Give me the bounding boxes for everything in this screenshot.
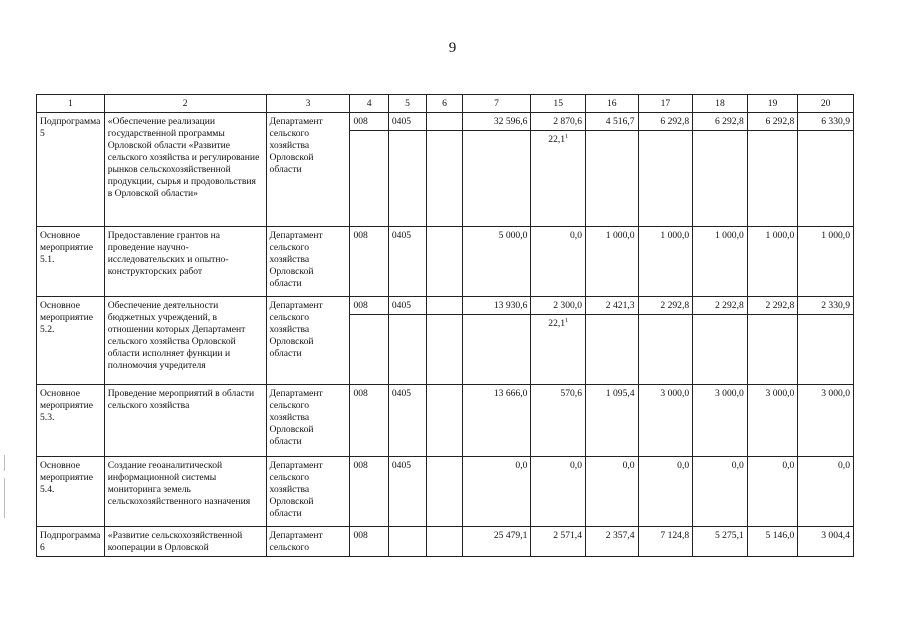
row-code-6 (427, 457, 462, 527)
table-row (37, 385, 854, 457)
row-value: 0,0 (462, 457, 531, 527)
row-extra-value (531, 131, 586, 227)
row-executor: Департамент сельского хозяйства Орловской области (266, 457, 350, 527)
row-code-5: 0405 (388, 113, 426, 131)
table-row (37, 527, 854, 557)
column-header: 4 (350, 95, 388, 113)
row-code-5: 0405 (388, 385, 426, 457)
row-name: Основное мероприятие 5.3. (37, 385, 105, 457)
row-code-4-extra (350, 315, 388, 385)
row-value: 2 870,6 (531, 113, 586, 131)
row-executor: Департамент сельского хозяйства Орловской области (266, 227, 350, 297)
column-header: 20 (798, 95, 854, 113)
footnote-mark: 1 (565, 133, 569, 140)
row-value: 13 930,6 (462, 297, 531, 315)
row-code-5 (388, 527, 426, 557)
row-executor: Департамент сельского хозяйства Орловской области (266, 385, 350, 457)
column-header: 17 (638, 95, 693, 113)
row-value: 2 292,8 (693, 297, 748, 315)
row-code-4: 008 (350, 227, 388, 297)
row-value: 0,0 (747, 457, 798, 527)
row-value: 1 000,0 (798, 227, 854, 297)
column-header: 5 (388, 95, 426, 113)
table-body (37, 95, 854, 557)
row-value: 1 000,0 (586, 227, 639, 297)
row-value: 6 292,8 (693, 113, 748, 131)
row-value-extra (747, 315, 798, 385)
row-value-extra (638, 315, 693, 385)
row-executor: Департамент сельского хозяйства Орловской области (266, 297, 350, 385)
row-value: 2 421,3 (586, 297, 639, 315)
row-code-6 (427, 385, 462, 457)
row-code-4-extra (350, 131, 388, 227)
column-header: 15 (531, 95, 586, 113)
table-row (37, 297, 854, 315)
row-value: 2 357,4 (586, 527, 639, 557)
column-header: 7 (462, 95, 531, 113)
extra-value: 22,1 (548, 134, 566, 145)
row-value: 3 004,4 (798, 527, 854, 557)
row-value: 0,0 (693, 457, 748, 527)
row-value-extra (693, 315, 748, 385)
row-value: 3 000,0 (798, 385, 854, 457)
page-number: 9 (448, 40, 457, 56)
row-value-extra (798, 315, 854, 385)
row-value: 2 300,0 (531, 297, 586, 315)
row-value: 5 146,0 (747, 527, 798, 557)
row-code-6-extra (427, 131, 462, 227)
column-header: 2 (104, 95, 266, 113)
row-value: 13 666,0 (462, 385, 531, 457)
row-code-4: 008 (350, 457, 388, 527)
row-value: 0,0 (638, 457, 693, 527)
row-code-6 (427, 227, 462, 297)
row-name: Основное мероприятие 5.4. (37, 457, 105, 527)
row-value: 1 095,4 (586, 385, 639, 457)
table-header-row (37, 95, 854, 113)
row-value-extra (798, 131, 854, 227)
row-value: 1 000,0 (638, 227, 693, 297)
budget-table (36, 94, 854, 557)
row-code-6 (427, 297, 462, 315)
footnote-mark: 1 (565, 317, 569, 324)
row-value: 3 000,0 (693, 385, 748, 457)
row-value: 5 000,0 (462, 227, 531, 297)
row-name: Подпрограмма 5 (37, 113, 105, 227)
row-description: Проведение мероприятий в области сельского хозяйства (104, 385, 266, 457)
row-code-6-extra (427, 315, 462, 385)
column-header: 1 (37, 95, 105, 113)
row-value: 2 292,8 (747, 297, 798, 315)
row-value: 0,0 (798, 457, 854, 527)
row-code-6 (427, 527, 462, 557)
row-extra-value (531, 315, 586, 385)
row-code-4: 008 (350, 385, 388, 457)
row-value: 0,0 (531, 457, 586, 527)
row-value: 0,0 (586, 457, 639, 527)
row-code-5-extra (388, 131, 426, 227)
row-code-6 (427, 113, 462, 131)
row-description: Предоставление грантов на проведение научно-исследовательских и опытно-конструкторских работ (104, 227, 266, 297)
scan-artifact (4, 455, 5, 471)
row-name: Основное мероприятие 5.2. (37, 297, 105, 385)
row-value: 0,0 (531, 227, 586, 297)
row-description: «Обеспечение реализации государственной программы Орловской области «Развитие сельского хозяйства и регулирование рынков сельскохозяйственной продукции, сырья и продовольствия в Орловской области» (104, 113, 266, 227)
column-header: 18 (693, 95, 748, 113)
row-code-4: 008 (350, 527, 388, 557)
row-code-5: 0405 (388, 297, 426, 315)
row-value: 32 596,6 (462, 113, 531, 131)
row-value: 1 000,0 (747, 227, 798, 297)
row-value: 7 124,8 (638, 527, 693, 557)
row-value: 6 330,9 (798, 113, 854, 131)
row-value: 3 000,0 (638, 385, 693, 457)
row-executor: Департамент сельского (266, 527, 350, 557)
table-row (37, 457, 854, 527)
row-value-extra (693, 131, 748, 227)
row-value: 5 275,1 (693, 527, 748, 557)
row-description: «Развитие сельскохозяйственной кооперации в Орловской (104, 527, 266, 557)
row-code-5-extra (388, 315, 426, 385)
extra-value: 22,1 (548, 318, 566, 329)
row-value-extra (638, 131, 693, 227)
row-description: Создание геоаналитической информационной системы мониторинга земель сельскохозяйственного назначения (104, 457, 266, 527)
column-header: 6 (427, 95, 462, 113)
row-value-extra (586, 131, 639, 227)
table-row (37, 113, 854, 131)
row-value-extra (586, 315, 639, 385)
row-name: Подпрограмма 6 (37, 527, 105, 557)
column-header: 19 (747, 95, 798, 113)
row-code-5: 0405 (388, 457, 426, 527)
row-value: 6 292,8 (638, 113, 693, 131)
row-code-4: 008 (350, 297, 388, 315)
row-value-extra (462, 315, 531, 385)
row-value-extra (747, 131, 798, 227)
row-executor: Департамент сельского хозяйства Орловской области (266, 113, 350, 227)
row-value: 2 292,8 (638, 297, 693, 315)
row-value: 25 479,1 (462, 527, 531, 557)
row-value: 4 516,7 (586, 113, 639, 131)
row-value: 2 330,9 (798, 297, 854, 315)
row-name: Основное мероприятие 5.1. (37, 227, 105, 297)
row-value: 2 571,4 (531, 527, 586, 557)
row-value: 1 000,0 (693, 227, 748, 297)
row-value: 6 292,8 (747, 113, 798, 131)
row-value: 3 000,0 (747, 385, 798, 457)
column-header: 16 (586, 95, 639, 113)
row-value-extra (462, 131, 531, 227)
row-description: Обеспечение деятельности бюджетных учреждений, в отношении которых Департамент сельского хозяйства Орловской области исполняет функции и полномочия учредителя (104, 297, 266, 385)
table-row (37, 227, 854, 297)
row-code-5: 0405 (388, 227, 426, 297)
scan-artifact (4, 478, 5, 518)
row-code-4: 008 (350, 113, 388, 131)
column-header: 3 (266, 95, 350, 113)
row-value: 570,6 (531, 385, 586, 457)
